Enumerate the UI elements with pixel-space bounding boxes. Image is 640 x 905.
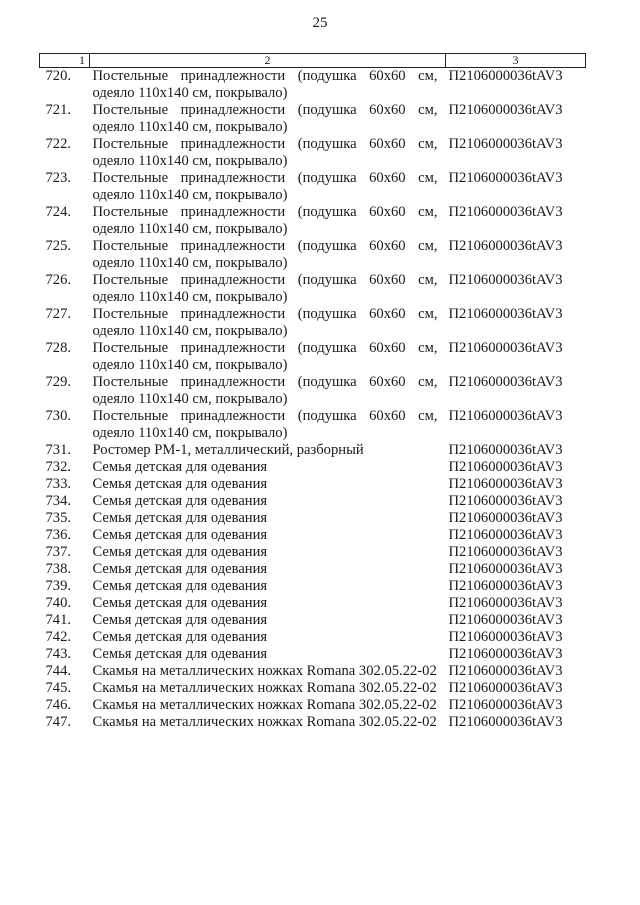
- item-code: П2106000036tAV3: [448, 374, 563, 390]
- item-name: Семья детская для одевания: [92, 527, 268, 543]
- table-row: [40, 408, 586, 442]
- item-name: Ростомер РМ-1, металлический, разборный: [92, 442, 364, 458]
- item-name: Семья детская для одевания: [92, 561, 268, 577]
- item-name: Постельные принадлежности (подушка 60x60 см, одеяло 110x140 см, покрывало): [92, 408, 438, 441]
- item-code: П2106000036tAV3: [448, 238, 563, 254]
- table-row: [40, 578, 586, 595]
- table-row: [40, 680, 586, 697]
- item-code: П2106000036tAV3: [448, 476, 563, 492]
- row-number: 735.: [45, 510, 72, 526]
- item-code: П2106000036tAV3: [448, 170, 563, 186]
- row-number: 725.: [45, 238, 72, 254]
- row-number: 739.: [45, 578, 72, 594]
- table-body: [40, 68, 586, 732]
- row-number: 742.: [45, 629, 72, 645]
- table-row: [40, 374, 586, 408]
- item-name: Постельные принадлежности (подушка 60x60 см, одеяло 110x140 см, покрывало): [92, 204, 438, 237]
- item-name: Семья детская для одевания: [92, 476, 268, 492]
- item-code: П2106000036tAV3: [448, 714, 563, 730]
- row-number: 729.: [45, 374, 72, 390]
- item-name: Постельные принадлежности (подушка 60x60 см, одеяло 110x140 см, покрывало): [92, 170, 438, 203]
- row-number: 734.: [45, 493, 72, 509]
- item-name: Постельные принадлежности (подушка 60x60 см, одеяло 110x140 см, покрывало): [92, 374, 438, 407]
- table-row: [40, 561, 586, 578]
- item-code: П2106000036tAV3: [448, 408, 563, 424]
- row-number: 721.: [45, 102, 72, 118]
- item-code: П2106000036tAV3: [448, 561, 563, 577]
- table-row: [40, 697, 586, 714]
- row-number: 736.: [45, 527, 72, 543]
- row-number: 738.: [45, 561, 72, 577]
- item-code: П2106000036tAV3: [448, 459, 563, 475]
- table-row: [40, 442, 586, 459]
- table-row: [40, 272, 586, 306]
- item-code: П2106000036tAV3: [448, 102, 563, 118]
- row-number: 744.: [45, 663, 72, 679]
- table-header: [40, 54, 586, 68]
- table-row: [40, 646, 586, 663]
- row-number: 726.: [45, 272, 72, 288]
- item-code: П2106000036tAV3: [448, 544, 563, 560]
- column-header-number: 1: [40, 54, 90, 68]
- row-number: 730.: [45, 408, 72, 424]
- row-number: 747.: [45, 714, 72, 730]
- item-code: П2106000036tAV3: [448, 340, 563, 356]
- item-code: П2106000036tAV3: [448, 663, 563, 679]
- item-name: Постельные принадлежности (подушка 60x60 см, одеяло 110x140 см, покрывало): [92, 102, 438, 135]
- table-row: [40, 612, 586, 629]
- item-code: П2106000036tAV3: [448, 442, 563, 458]
- item-name: Постельные принадлежности (подушка 60x60 см, одеяло 110x140 см, покрывало): [92, 68, 438, 101]
- item-name: Семья детская для одевания: [92, 646, 268, 662]
- row-number: 733.: [45, 476, 72, 492]
- table-row: [40, 544, 586, 561]
- table-row: [40, 663, 586, 680]
- item-name: Постельные принадлежности (подушка 60x60 см, одеяло 110x140 см, покрывало): [92, 136, 438, 169]
- item-name: Скамья на металлических ножках Romana 302.05.22-02: [92, 663, 437, 679]
- row-number: 720.: [45, 68, 72, 84]
- table-row: [40, 493, 586, 510]
- item-name: Скамья на металлических ножках Romana 302.05.22-02: [92, 714, 437, 730]
- table-row: [40, 68, 586, 103]
- item-name: Семья детская для одевания: [92, 510, 268, 526]
- item-code: П2106000036tAV3: [448, 595, 563, 611]
- item-name: Постельные принадлежности (подушка 60x60 см, одеяло 110x140 см, покрывало): [92, 272, 438, 305]
- item-name: Скамья на металлических ножках Romana 302.05.22-02: [92, 697, 437, 713]
- item-code: П2106000036tAV3: [448, 136, 563, 152]
- row-number: 724.: [45, 204, 72, 220]
- table-row: [40, 476, 586, 493]
- item-code: П2106000036tAV3: [448, 68, 563, 84]
- item-code: П2106000036tAV3: [448, 680, 563, 696]
- item-code: П2106000036tAV3: [448, 629, 563, 645]
- row-number: 740.: [45, 595, 72, 611]
- item-code: П2106000036tAV3: [448, 578, 563, 594]
- table-row: [40, 629, 586, 646]
- row-number: 727.: [45, 306, 72, 322]
- item-name: Семья детская для одевания: [92, 459, 268, 475]
- row-number: 745.: [45, 680, 72, 696]
- table-row: [40, 527, 586, 544]
- table-row: [40, 102, 586, 136]
- row-number: 728.: [45, 340, 72, 356]
- table-row: [40, 238, 586, 272]
- column-header-name: 2: [90, 54, 446, 68]
- item-name: Семья детская для одевания: [92, 544, 268, 560]
- row-number: 723.: [45, 170, 72, 186]
- item-name: Семья детская для одевания: [92, 629, 268, 645]
- table-row: [40, 459, 586, 476]
- item-name: Постельные принадлежности (подушка 60x60 см, одеяло 110x140 см, покрывало): [92, 238, 438, 271]
- item-name: Семья детская для одевания: [92, 595, 268, 611]
- item-code: П2106000036tAV3: [448, 527, 563, 543]
- item-name: Постельные принадлежности (подушка 60x60 см, одеяло 110x140 см, покрывало): [92, 306, 438, 339]
- table-row: [40, 595, 586, 612]
- header-row: [40, 54, 586, 68]
- item-name: Постельные принадлежности (подушка 60x60 см, одеяло 110x140 см, покрывало): [92, 340, 438, 373]
- row-number: 722.: [45, 136, 72, 152]
- table-row: [40, 340, 586, 374]
- table-row: [40, 170, 586, 204]
- item-name: Семья детская для одевания: [92, 612, 268, 628]
- column-header-code: 3: [446, 54, 586, 68]
- item-code: П2106000036tAV3: [448, 272, 563, 288]
- row-number: 741.: [45, 612, 72, 628]
- item-code: П2106000036tAV3: [448, 510, 563, 526]
- row-number: 731.: [45, 442, 72, 458]
- item-code: П2106000036tAV3: [448, 697, 563, 713]
- item-name: Семья детская для одевания: [92, 578, 268, 594]
- row-number: 743.: [45, 646, 72, 662]
- item-code: П2106000036tAV3: [448, 493, 563, 509]
- item-name: Скамья на металлических ножках Romana 302.05.22-02: [92, 680, 437, 696]
- item-code: П2106000036tAV3: [448, 204, 563, 220]
- item-code: П2106000036tAV3: [448, 646, 563, 662]
- table-row: [40, 510, 586, 527]
- table-row: [40, 306, 586, 340]
- item-name: Семья детская для одевания: [92, 493, 268, 509]
- row-number: 746.: [45, 697, 72, 713]
- row-number: 732.: [45, 459, 72, 475]
- table-row: [40, 204, 586, 238]
- table-row: [40, 136, 586, 170]
- inventory-table: [39, 53, 586, 731]
- row-number: 737.: [45, 544, 72, 560]
- page-number: 25: [312, 15, 328, 31]
- item-code: П2106000036tAV3: [448, 612, 563, 628]
- table-row: [40, 714, 586, 731]
- item-code: П2106000036tAV3: [448, 306, 563, 322]
